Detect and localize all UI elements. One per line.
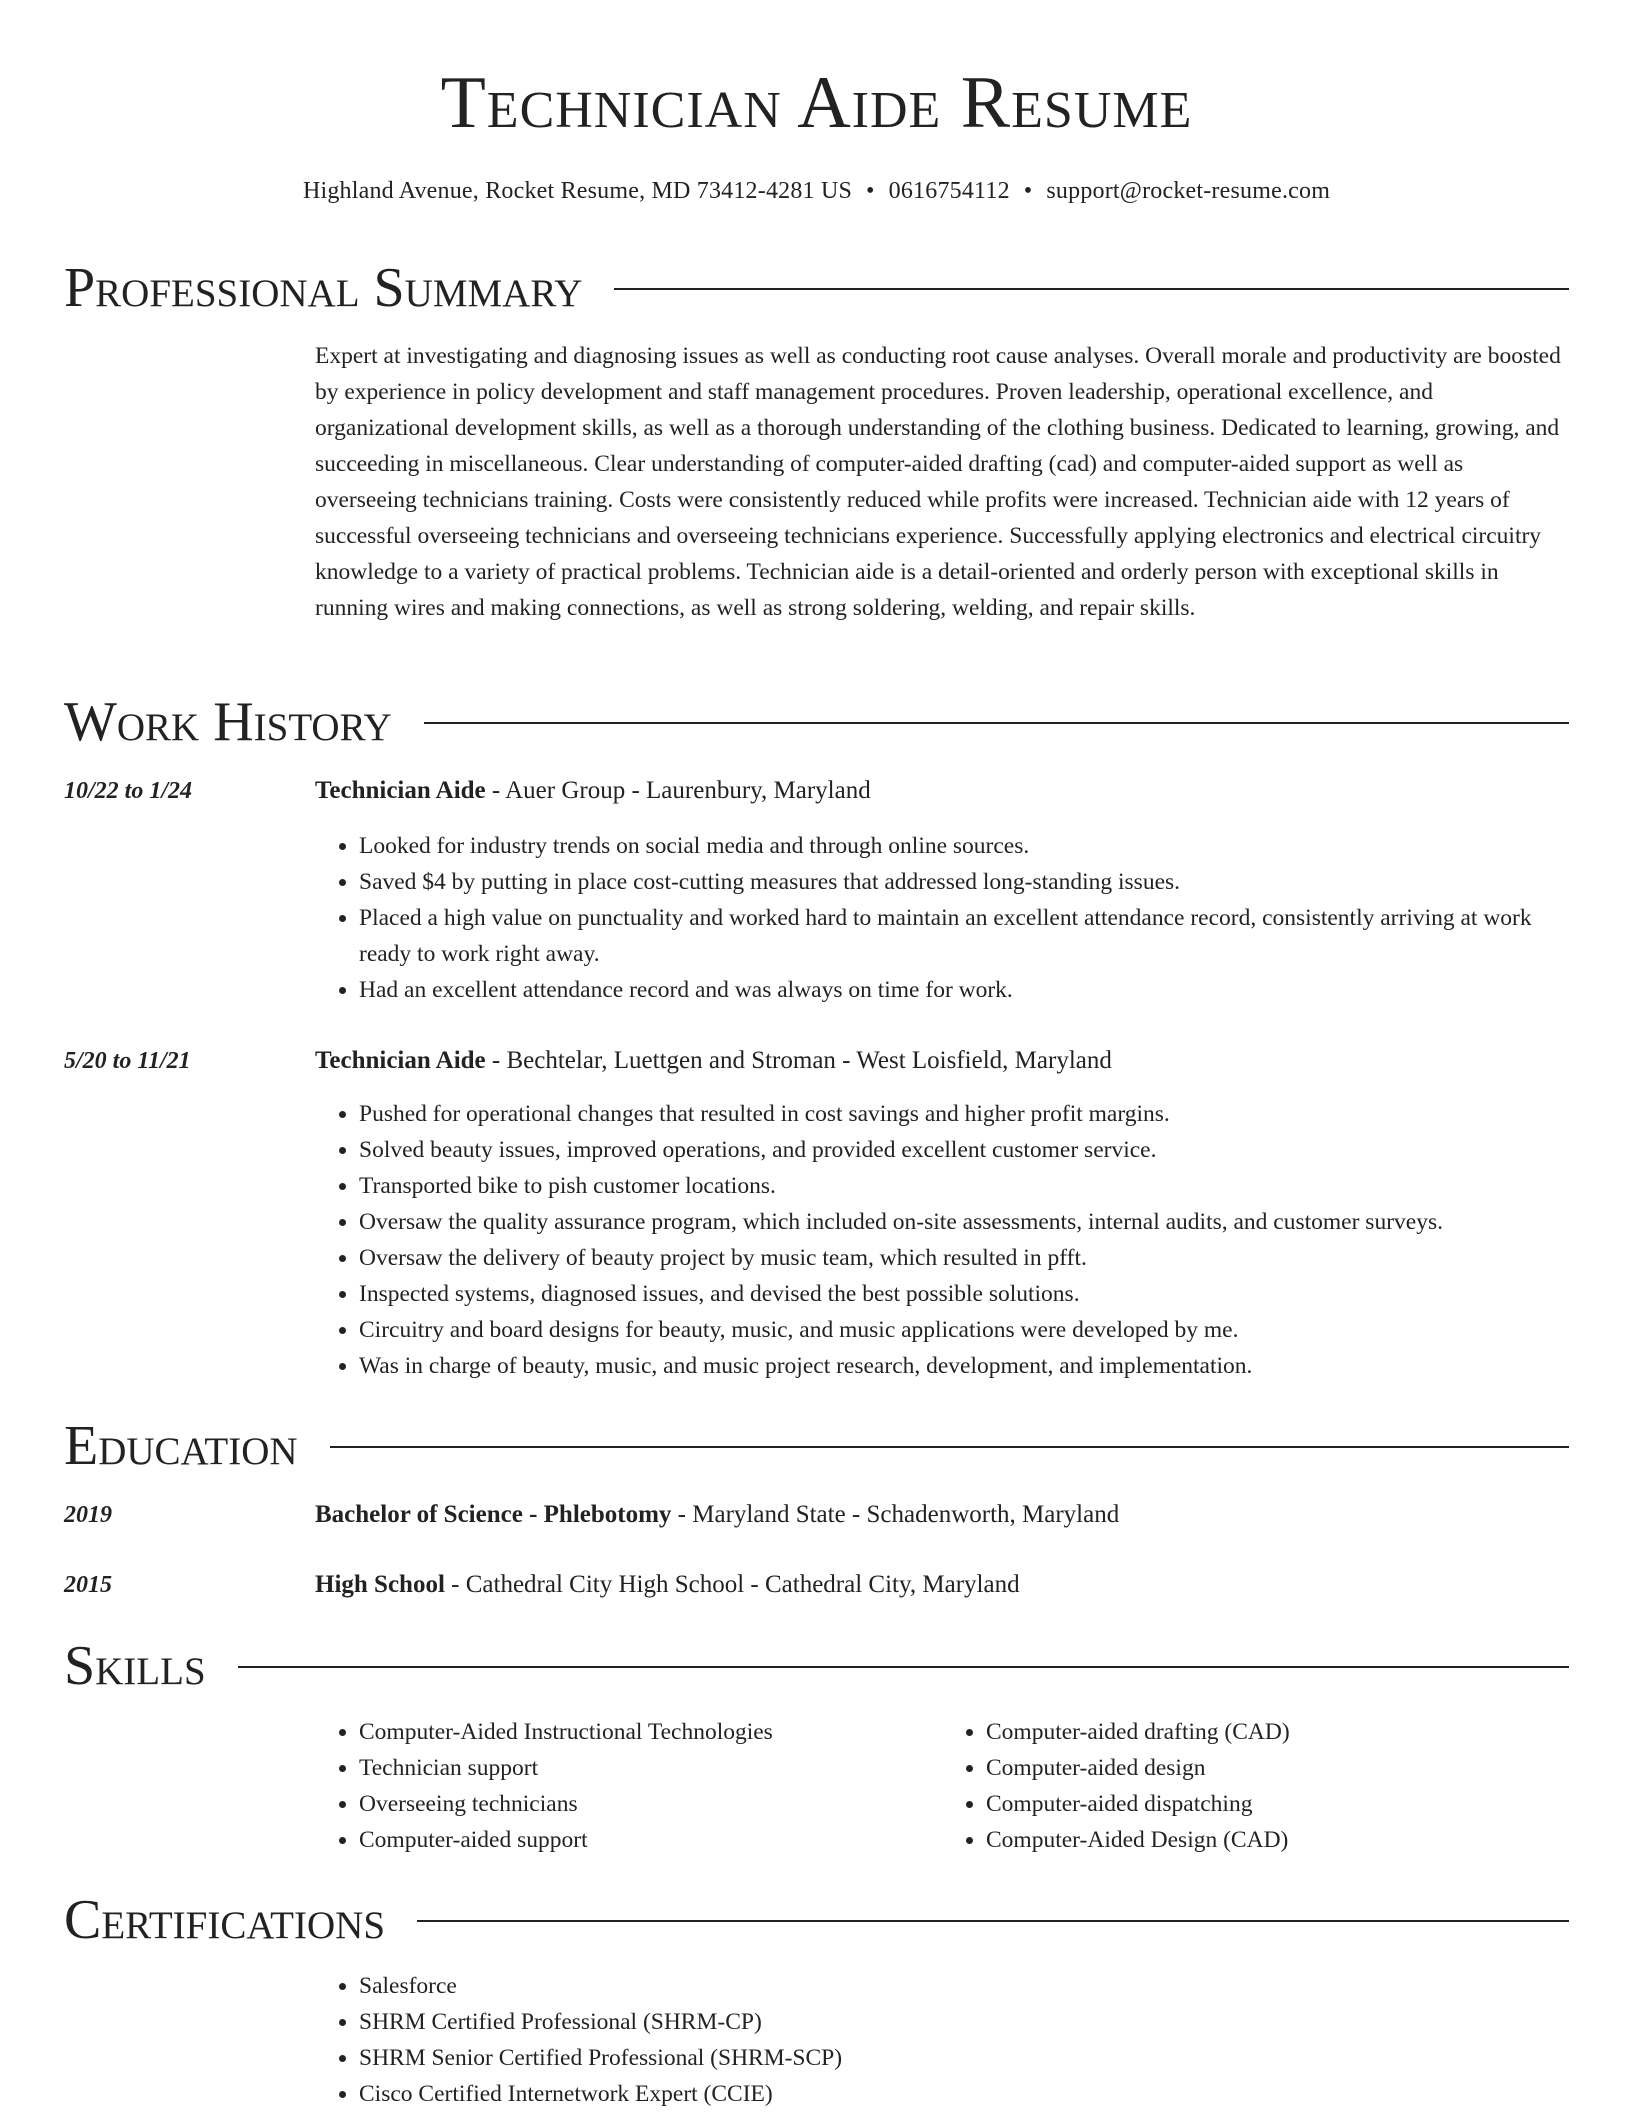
education-heading [315,1498,1569,1532]
job-dates: 5/20 to 11/21 [64,1048,191,1074]
summary-heading-row [64,258,1569,318]
section-divider [238,1666,1569,1668]
section-heading-work-history: Work History [64,691,392,753]
education-entry [315,1568,1569,1602]
section-divider [614,288,1569,290]
list-item: • Salesforce [359,1968,1569,2004]
list-item: • Computer-aided dispatching [986,1786,1569,1822]
contact-line [64,174,1569,208]
job-entry [315,774,1569,1008]
education-degree: Bachelor of Science - Phlebotomy [315,1501,672,1528]
skills-list-left [315,1714,942,1858]
job-bullets [315,1096,1569,1384]
certifications-section [64,1889,1569,2107]
list-item: • Technician support [359,1750,942,1786]
job-heading [315,1044,1569,1078]
job-heading [315,774,1569,808]
education-year: 2019 [64,1502,112,1528]
resume-title: Technician Aide Resume [440,62,1193,144]
list-item: • SHRM Certified Professional (SHRM-CP) [359,2004,1569,2040]
education-heading [315,1568,1569,1602]
list-item: • Cisco Certified Internetwork Expert (CCIE) [359,2076,1569,2112]
section-divider [417,1920,1569,1922]
job-bullets [315,828,1569,1008]
certifications-list [315,1968,1569,2112]
list-item: • Was in charge of beauty, music, and music project research, development, and implementation. [359,1348,1569,1384]
contact-address: Highland Avenue, Rocket Resume, MD 73412-4281 US [302,178,853,204]
list-item: • Looked for industry trends on social media and through online sources. [359,828,1569,864]
list-item: • Computer-aided design [986,1750,1569,1786]
section-heading-certifications: Certifications [64,1889,386,1951]
list-item: • Circuitry and board designs for beauty, music, and music applications were developed by me. [359,1312,1569,1348]
summary-text: Expert at investigating and diagnosing issues as well as conducting root cause analyses. Overall morale and productivity are boosted by experience in policy development and staff management procedures. Proven leadership, operational excellence, and organizational development skills, as well as a thorough understanding of the clothing business. Dedicated to learning, growing, and succeeding in miscellaneous. Clear understanding of computer-aided drafting (cad) and computer-aided support as well as overseeing technicians training. Costs were consistently reduced while profits were increased. Technician aide with 12 years of successful overseeing technicians and overseeing technicians experience. Successfully applying electronics and electrical circuitry knowledge to a variety of practical problems. Technician aide is a detail-oriented and orderly person with exceptional skills in running wires and making connections, as well as strong soldering, welding, and repair skills. [315,343,1561,621]
list-item: • Inspected systems, diagnosed issues, and devised the best possible solutions. [359,1276,1569,1312]
list-item: • Computer-Aided Instructional Technologies [359,1714,942,1750]
section-heading-summary: Professional Summary [64,257,583,319]
list-item: • Solved beauty issues, improved operations, and provided excellent customer service. [359,1132,1569,1168]
list-item: • Overseeing technicians [359,1786,942,1822]
list-item: • Saved $4 by putting in place cost-cutting measures that addressed long-standing issues. [359,864,1569,900]
list-item: • Oversaw the delivery of beauty project by music team, which resulted in pfft. [359,1240,1569,1276]
job-title: Technician Aide [315,1047,486,1074]
education-year: 2015 [64,1572,112,1598]
summary-body [315,338,1569,626]
section-heading-skills: Skills [64,1635,206,1697]
job-title: Technician Aide [315,777,486,804]
list-item: • Placed a high value on punctuality and worked hard to maintain an excellent attendance record, consistently arriving at work ready to work right away. [359,900,1569,972]
section-heading-education: Education [64,1415,298,1477]
list-item: • Transported bike to pish customer locations. [359,1168,1569,1204]
list-item: • Oversaw the quality assurance program, which included on-site assessments, internal audits, and customer surveys. [359,1204,1569,1240]
certifications-body [315,1968,1569,2112]
list-item: • Pushed for operational changes that resulted in cost savings and higher profit margins. [359,1096,1569,1132]
contact-separator: • [1023,178,1033,204]
education-details: - Cathedral City High School - Cathedral City, Maryland [444,1571,1020,1598]
job-details: - Bechtelar, Luettgen and Stroman - West Loisfield, Maryland [485,1047,1112,1074]
job-details: - Auer Group - Laurenbury, Maryland [485,777,871,804]
list-item: • Had an excellent attendance record and was always on time for work. [359,972,1569,1008]
education-details: - Maryland State - Schadenworth, Maryland [671,1501,1120,1528]
contact-separator: • [866,178,875,204]
work-heading-row [64,692,1569,752]
education-heading-row [64,1416,1569,1476]
skills-list-right [942,1714,1569,1858]
education-section [64,1415,1569,1598]
section-divider [424,722,1569,724]
skills-section [64,1635,1569,1853]
list-item: • Computer-aided drafting (CAD) [986,1714,1569,1750]
job-dates: 10/22 to 1/24 [64,778,193,804]
work-history-section [64,691,1569,1379]
contact-email[interactable]: support@rocket-resume.com [1046,178,1331,204]
summary-section [64,257,1569,621]
education-entry [315,1498,1569,1532]
skills-columns [315,1714,1569,1858]
education-degree: High School [315,1571,445,1598]
contact-phone: 0616754112 [888,178,1010,204]
list-item: • Computer-Aided Design (CAD) [986,1822,1569,1858]
section-divider [330,1446,1569,1448]
list-item: • SHRM Senior Certified Professional (SHRM-SCP) [359,2040,1569,2076]
skills-heading-row [64,1636,1569,1696]
list-item: • Computer-aided support [359,1822,942,1858]
job-entry [315,1044,1569,1384]
certifications-heading-row [64,1890,1569,1950]
